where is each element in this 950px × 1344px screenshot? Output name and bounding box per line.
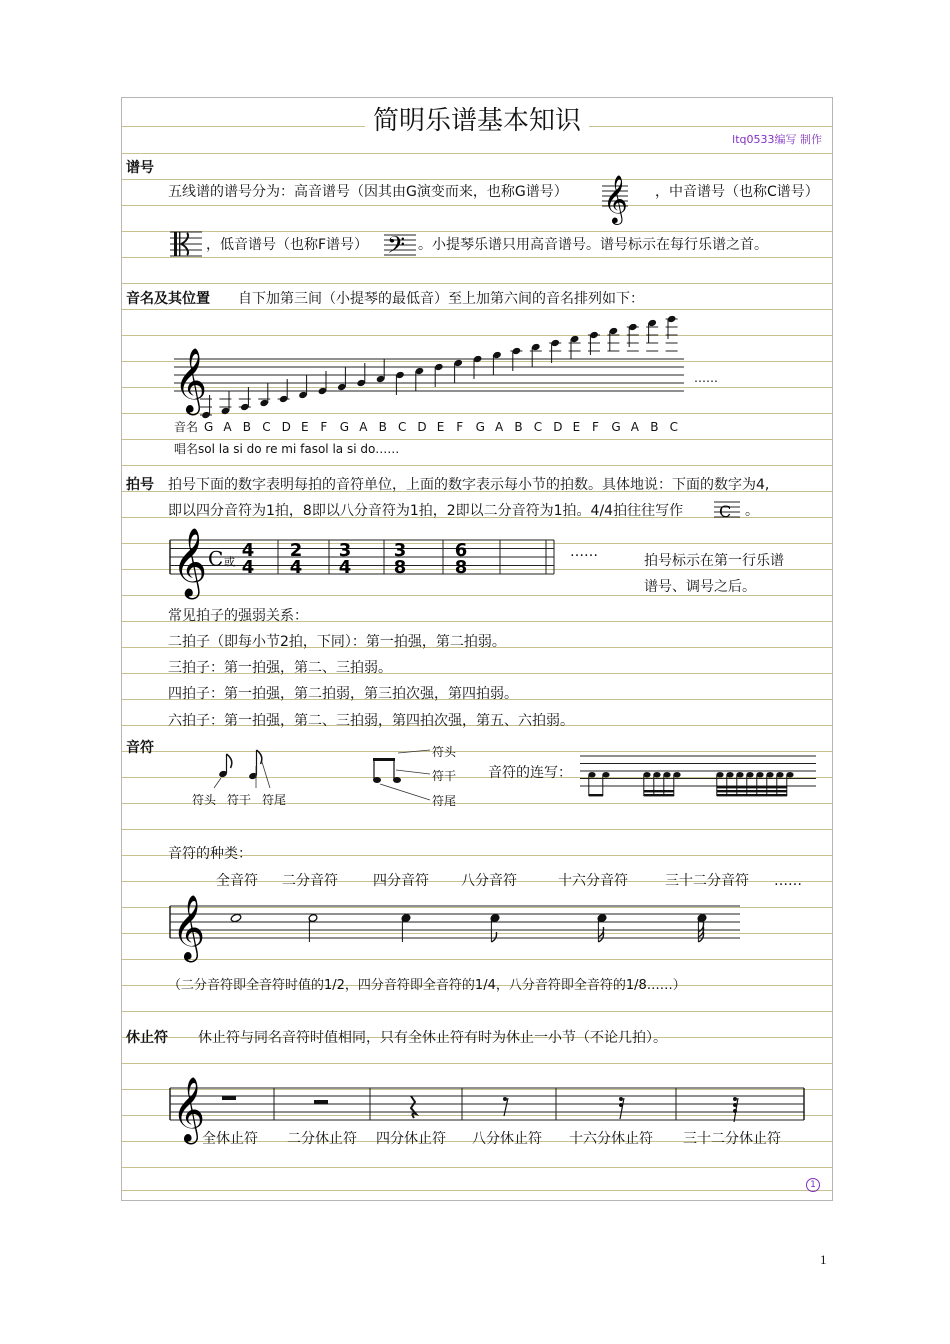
sheet-page-badge: 1 xyxy=(806,1178,820,1192)
note-letter: A xyxy=(223,420,232,434)
beam-label: 音符的连写： xyxy=(488,765,572,781)
beamed-note-head xyxy=(588,772,595,778)
rest-dot xyxy=(503,1097,507,1101)
ruled-line xyxy=(122,1167,832,1168)
time-sig-top: 4 xyxy=(241,540,255,561)
page-title: 简明乐谱基本知识 xyxy=(122,104,832,138)
note-type-label: 二分音符 xyxy=(282,873,338,889)
treble-clef-icon: 𝄞 xyxy=(172,895,206,960)
alto-clef-icon xyxy=(170,226,202,264)
section-heading-clef: 谱号 xyxy=(126,160,154,176)
ruled-line xyxy=(122,153,832,154)
note-letter: G xyxy=(611,420,621,434)
beam xyxy=(589,794,603,796)
ruled-line xyxy=(122,959,832,960)
beamed-note-head xyxy=(736,772,743,778)
page-number: 1 xyxy=(820,1252,827,1267)
section-heading-rests: 休止符 xyxy=(126,1030,168,1046)
clef-text-2: ，低音谱号（也称F谱号） xyxy=(206,237,369,253)
note-types-footnote: （二分音符即全音符时值的1/2，四分音符即全音符的1/4，八分音符即全音符的1/8……） xyxy=(168,978,686,993)
common-time-small-icon xyxy=(714,496,742,522)
note-letter: E xyxy=(436,420,445,434)
beamed-note-head xyxy=(643,772,650,778)
note-name-label: 音名 xyxy=(174,420,199,434)
label-notehead-2: 符头 xyxy=(432,745,457,759)
note-letter: G xyxy=(204,420,214,434)
ruled-line xyxy=(122,283,832,284)
ruled-line xyxy=(122,1063,832,1064)
ruled-line xyxy=(122,179,832,180)
time-sig-bottom: 4 xyxy=(338,557,352,578)
note-letter: A xyxy=(630,420,640,434)
treble-clef-icon xyxy=(600,168,630,224)
relation-duple: 二拍子（即每小节2拍，下同）：第一拍强，第二拍弱。 xyxy=(168,634,506,650)
note-letter: D xyxy=(553,420,563,434)
time-sig-bottom: 8 xyxy=(454,557,468,578)
note-letter: F xyxy=(320,420,328,434)
rest-type-label: 三十二分休止符 xyxy=(683,1131,781,1147)
meter-text-2-end: 。 xyxy=(745,503,759,519)
beamed-note-head xyxy=(776,772,783,778)
ruled-line xyxy=(122,1011,832,1012)
note-letter: C xyxy=(533,420,543,434)
note-names-desc: 自下加第三间（小提琴的最低音）至上加第六间的音名排列如下： xyxy=(238,291,644,307)
ruled-line xyxy=(122,829,832,830)
label-stem-2: 符干 xyxy=(432,769,457,783)
label-notehead: 符头 xyxy=(192,793,217,807)
beam xyxy=(644,790,674,792)
beamed-note-head xyxy=(716,772,723,778)
time-sig-top: 2 xyxy=(289,540,303,561)
meter-dots: …… xyxy=(570,544,598,560)
beam xyxy=(644,794,674,796)
time-sig-bottom: 4 xyxy=(241,557,255,578)
note-type-flag xyxy=(491,932,496,942)
note-types-staff xyxy=(168,895,743,960)
rest-type-label: 全休止符 xyxy=(202,1131,258,1147)
beamed-note-head xyxy=(726,772,733,778)
note-letter: B xyxy=(650,420,659,434)
note-anatomy-beamed xyxy=(368,744,432,806)
relation-title: 常见拍子的强弱关系： xyxy=(168,608,308,624)
note-letter: B xyxy=(242,420,252,434)
rest-dot xyxy=(733,1097,737,1101)
note-letter: A xyxy=(495,420,504,434)
note-names-staff xyxy=(172,323,692,418)
svg-text:C: C xyxy=(719,502,732,521)
relation-triple: 三拍子：第一拍强，第二、三拍弱。 xyxy=(168,660,392,676)
beamed-note-head xyxy=(663,772,670,778)
author-credit: ltq0533编写 制作 xyxy=(732,133,822,146)
section-heading-note-names: 音名及其位置 xyxy=(126,291,210,307)
rest-type-label: 二分休止符 xyxy=(287,1131,357,1147)
half-rest xyxy=(314,1100,328,1104)
note-type-label: 三十二分音符 xyxy=(665,873,749,889)
beam xyxy=(717,786,787,788)
treble-clef-icon: 𝄞 xyxy=(172,1077,206,1142)
label-flag: 符尾 xyxy=(262,793,287,807)
note-letter: D xyxy=(281,420,291,434)
note-letter: C xyxy=(262,420,271,434)
note-types-title: 音符的种类： xyxy=(168,846,252,862)
ruled-line xyxy=(122,465,832,466)
treble-clef-icon: 𝄞 xyxy=(172,528,208,597)
rest-dot xyxy=(733,1109,737,1113)
time-sig-bottom: 8 xyxy=(393,557,407,578)
beamed-note-head xyxy=(746,772,753,778)
note-names-ellipsis: …… xyxy=(694,371,718,385)
time-sig-top: 6 xyxy=(454,540,468,561)
note-letter: G xyxy=(475,420,485,434)
svg-text:𝄞: 𝄞 xyxy=(603,174,628,223)
music-sheet xyxy=(121,97,833,1201)
note-anatomy-single xyxy=(212,744,272,788)
label-flag-2: 符尾 xyxy=(432,794,457,808)
rest-dot xyxy=(619,1097,623,1101)
rest-type-label: 八分休止符 xyxy=(472,1131,542,1147)
ruled-line xyxy=(122,309,832,310)
time-sig-top: 3 xyxy=(338,540,352,561)
note-letter: E xyxy=(572,420,581,434)
svg-text:𝄢: 𝄢 xyxy=(387,231,406,264)
note-letter: C xyxy=(669,420,678,434)
clef-text-2b: 。小提琴乐谱只用高音谱号。谱号标示在每行乐谱之首。 xyxy=(418,237,768,253)
note-letter: F xyxy=(592,420,599,434)
time-signature-staff xyxy=(168,528,568,597)
rest-dot xyxy=(733,1103,737,1107)
rest-stem xyxy=(620,1098,624,1119)
section-heading-meter: 拍号 xyxy=(126,477,154,493)
note-type-head xyxy=(230,913,242,922)
bass-clef-icon xyxy=(384,227,416,264)
ruled-line xyxy=(122,595,832,596)
relation-sextuple: 六拍子：第一拍强，第二、三拍弱，第四拍次强，第五、六拍弱。 xyxy=(168,713,574,729)
section-heading-notes: 音符 xyxy=(126,740,154,756)
note-letter: B xyxy=(514,420,523,434)
ruled-line xyxy=(122,439,832,440)
beamed-note-head xyxy=(602,772,609,778)
relation-quadruple: 四拍子：第一拍强，第二拍弱，第三拍次强，第四拍弱。 xyxy=(168,686,518,702)
beam xyxy=(717,794,787,796)
ruled-line xyxy=(122,205,832,206)
note-type-label: 四分音符 xyxy=(373,873,429,889)
note-type-label: 八分音符 xyxy=(461,873,517,889)
beamed-note-head xyxy=(766,772,773,778)
ruled-line xyxy=(122,257,832,258)
treble-clef-icon: 𝄞 xyxy=(174,348,208,413)
or-label: 或 xyxy=(224,555,235,569)
note-letter: B xyxy=(378,420,387,434)
clef-text-1: 五线谱的谱号分为：高音谱号（因其由G演变而来，也称G谱号） xyxy=(168,184,568,200)
quarter-rest xyxy=(411,1096,416,1118)
rest-type-label: 四分休止符 xyxy=(376,1131,446,1147)
rest-dot xyxy=(619,1103,623,1107)
solfege-line: 唱名sol la si do re mi fasol la si do…… xyxy=(174,442,400,456)
clef-text-1b: ，中音谱号（也称C谱号） xyxy=(655,184,819,200)
meter-note-2: 谱号、调号之后。 xyxy=(644,579,756,595)
beamed-note-head xyxy=(653,772,660,778)
note-letter: F xyxy=(456,420,464,434)
meter-text-2: 即以四分音符为1拍，8即以八分音符为1拍，2即以二分音符为1拍。4/4拍往往写作 xyxy=(168,503,684,519)
ruled-line xyxy=(122,231,832,232)
note-types-more: …… xyxy=(774,873,802,889)
time-sig-bottom: 4 xyxy=(289,557,303,578)
note-letter: E xyxy=(301,420,309,434)
note-letter: G xyxy=(339,420,350,434)
ruled-line xyxy=(122,1190,832,1191)
common-time-symbol: C xyxy=(208,546,224,571)
beamed-note-head xyxy=(756,772,763,778)
beamed-note-head xyxy=(673,772,680,778)
note-letter: C xyxy=(398,420,407,434)
rest-type-label: 十六分休止符 xyxy=(569,1131,653,1147)
beamed-notes-staff xyxy=(580,752,820,798)
note-type-label: 十六分音符 xyxy=(558,873,628,889)
whole-rest xyxy=(222,1096,236,1100)
time-sig-top: 3 xyxy=(393,540,407,561)
meter-text-1: 拍号下面的数字表明每拍的音符单位，上面的数字表示每小节的拍数。具体地说：下面的数字为4, xyxy=(168,477,770,493)
rests-desc: 休止符与同名音符时值相同，只有全休止符有时为休止一小节（不论几拍）。 xyxy=(198,1030,667,1046)
label-stem: 符干 xyxy=(227,793,252,807)
beamed-note-head xyxy=(786,772,793,778)
note-letter: A xyxy=(359,420,368,434)
beam xyxy=(717,790,787,792)
note-letter: D xyxy=(417,420,427,434)
note-type-label: 全音符 xyxy=(216,873,258,889)
meter-note-1: 拍号标示在第一行乐谱 xyxy=(644,553,784,569)
